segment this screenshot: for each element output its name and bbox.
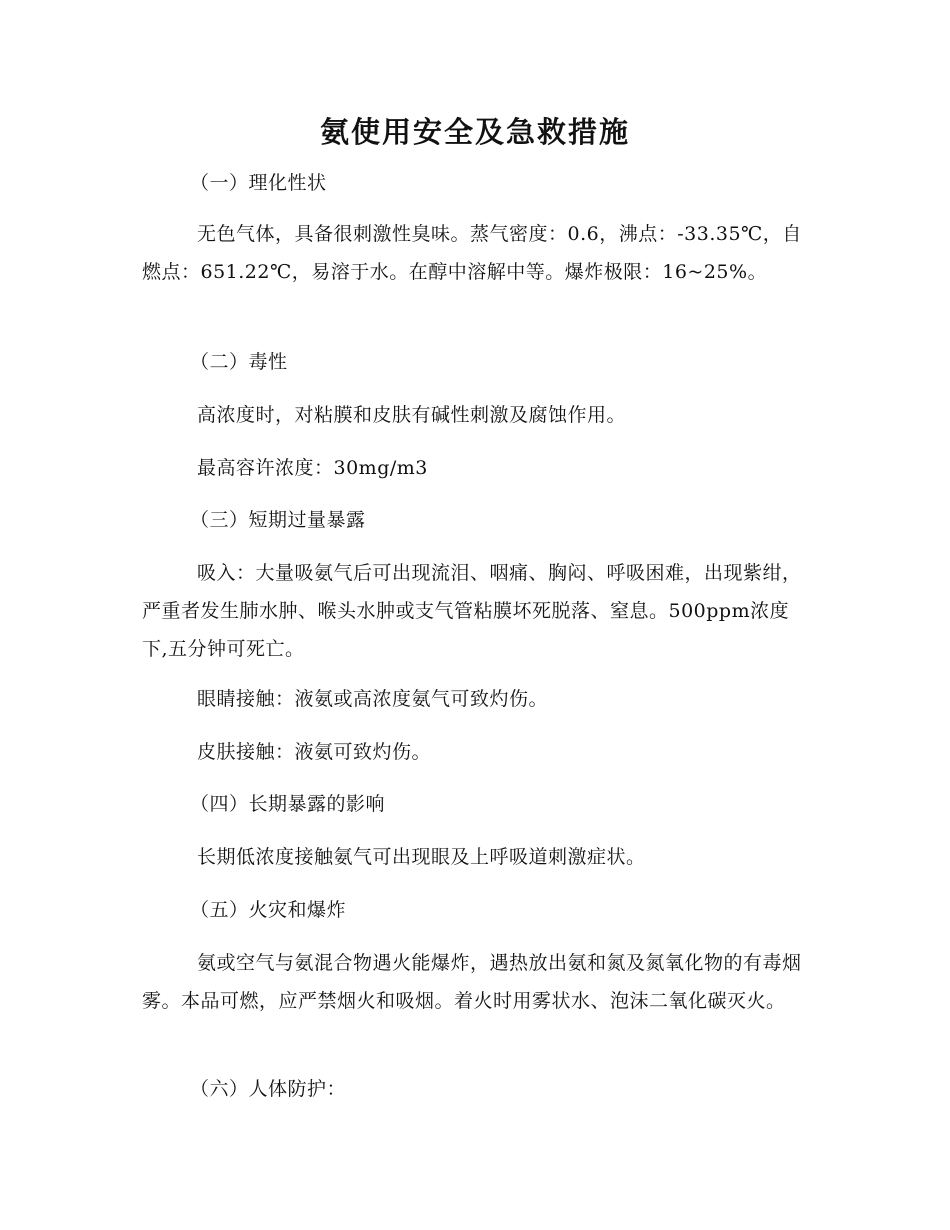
section-heading-4: （四）长期暴露的影响 — [190, 793, 386, 815]
section-heading-5: （五）火灾和爆炸 — [190, 899, 347, 921]
section-heading-6: （六）人体防护： — [190, 1078, 347, 1100]
paragraph-fire-explosion: 氨或空气与氨混合物遇火能爆炸，遇热放出氨和氮及氮氧化物的有毒烟雾。本品可燃，应严禁烟火和吸烟。着火时用雾状水、泡沫二氧化碳灭火。 — [142, 952, 802, 1012]
section-heading-2: （二）毒性 — [190, 351, 288, 373]
paragraph-properties: 无色气体，具备很刺激性臭味。蒸气密度：0.6，沸点：-33.35℃，自燃点：651.22℃，易溶于水。在醇中溶解中等。爆炸极限：16~25%。 — [142, 223, 802, 283]
section-heading-1: （一）理化性状 — [190, 172, 327, 194]
paragraph-skin-contact: 皮肤接触：液氨可致灼伤。 — [197, 741, 432, 763]
paragraph-long-term: 长期低浓度接触氨气可出现眼及上呼吸道刺激症状。 — [197, 846, 646, 868]
paragraph-eye-contact: 眼睛接触：液氨或高浓度氨气可致灼伤。 — [197, 688, 549, 710]
paragraph-inhalation: 吸入：大量吸氨气后可出现流泪、咽痛、胸闷、呼吸困难，出现紫绀，严重者发生肺水肿、喉头水肿或支气管粘膜坏死脱落、窒息。500ppm浓度下,五分钟可死亡。 — [142, 562, 802, 660]
section-heading-3: （三）短期过量暴露 — [190, 509, 366, 531]
document-title: 氨使用安全及急救措施 — [319, 115, 630, 149]
paragraph-max-concentration: 最高容许浓度：30mg/m3 — [197, 457, 428, 479]
paragraph-toxicity: 高浓度时，对粘膜和皮肤有碱性刺激及腐蚀作用。 — [197, 404, 627, 426]
